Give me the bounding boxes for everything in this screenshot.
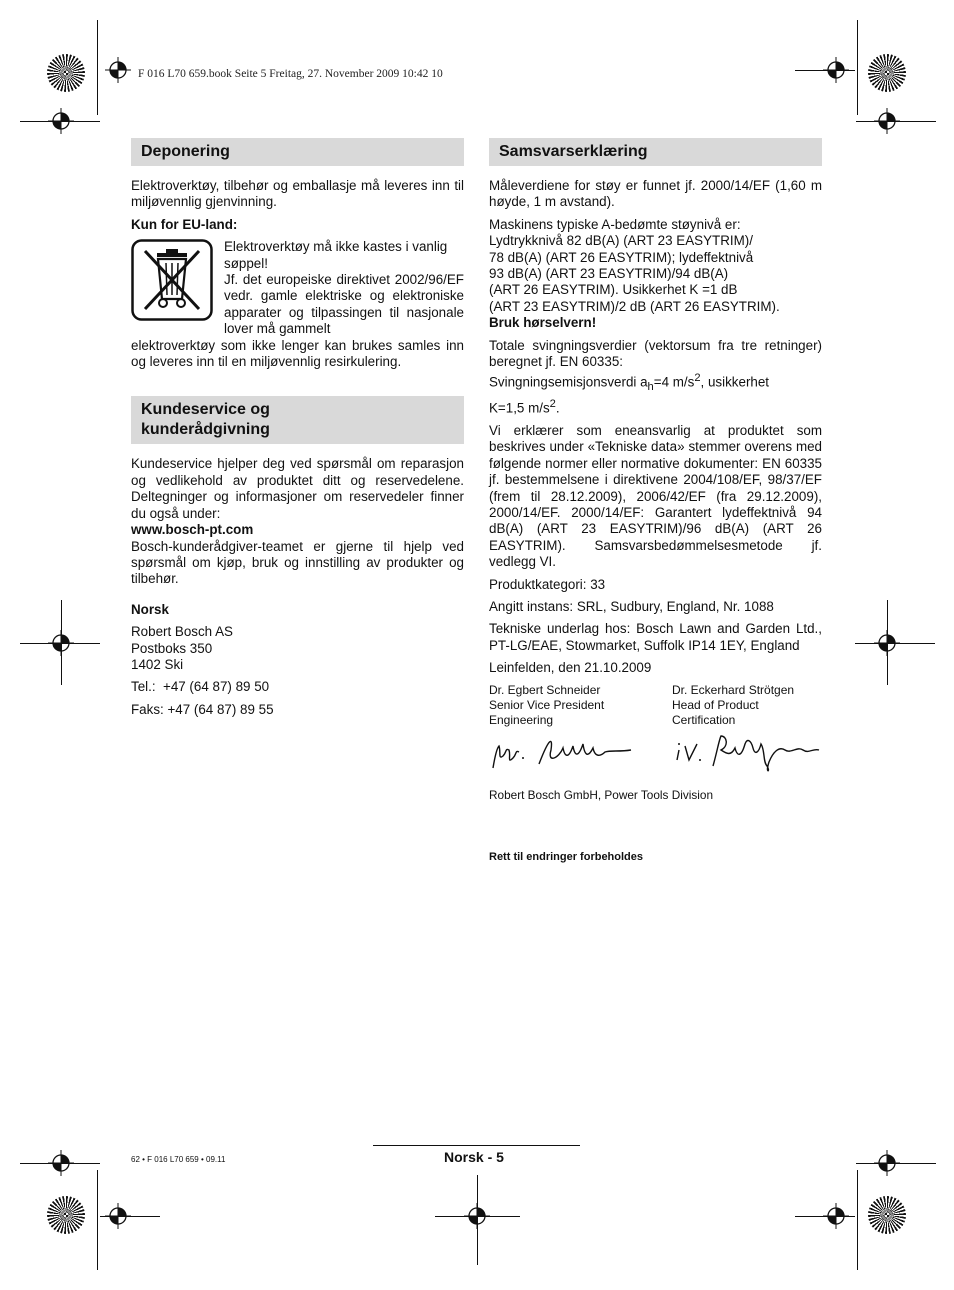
- section-title-deponering: Deponering: [131, 138, 464, 166]
- signatory-name: Dr. Egbert Schneider: [489, 682, 601, 697]
- eu-text-3: elektroverktøy som ikke lenger kan brukes samles inn og leveres inn til en miljøvennlig resirkulering.: [131, 337, 464, 370]
- address-line-3: 1402 Ski: [131, 656, 184, 672]
- vibration-block: [489, 338, 822, 417]
- telephone: Tel.: +47 (64 87) 89 50: [131, 679, 270, 695]
- kundeservice-paragraph-1: Kundeservice hjelper deg ved spørsmål om reparasjon og vedlikehold av produktet ditt og reservedelene. Deltegninger og informasjoner om reservedeler finner du også under:: [131, 456, 464, 521]
- signatory-1: [489, 683, 669, 728]
- subscript: h: [647, 381, 654, 394]
- footer-code: 62 • F 016 L70 659 • 09.11: [131, 1155, 226, 1164]
- place-date: Leinfelden, den 21.10.2009: [489, 660, 652, 676]
- signatories: [489, 683, 822, 728]
- signatory-title: Engineering: [489, 712, 554, 727]
- vibration-uncertainty: [489, 396, 822, 417]
- handwritten-signature-2: [673, 732, 823, 776]
- hearing-protection-warning: Bruk hørselvern!: [489, 315, 597, 331]
- page-number: Norsk - 5: [444, 1149, 504, 1165]
- kundeservice-paragraph-2: Bosch-kunderådgiver-teamet er gjerne til hjelp ved spørsmål om kjøp, bruk og innstilling av produkter og tilbehør.: [131, 538, 464, 587]
- eu-text-1: Elektroverktøy må ikke kastes i vanlig søppel!: [224, 239, 448, 271]
- book-header: F 016 L70 659.book Seite 5 Freitag, 27. November 2009 10:42 10: [138, 68, 443, 80]
- kundeservice-title-line2: kunderådgivning: [141, 421, 270, 439]
- crossed-bin-icon: [131, 239, 213, 321]
- bosch-url-link[interactable]: www.bosch-pt.com: [131, 522, 254, 538]
- signatory-name: Dr. Eckerhard Strötgen: [672, 682, 795, 697]
- deponering-paragraph: Elektroverktøy, tilbehør og emballasje må leveres inn til miljøvennlig gjenvinning.: [131, 178, 464, 210]
- noise-line: (ART 26 EASYTRIM). Usikkerhet K =1 dB: [489, 282, 738, 298]
- noise-measurement-paragraph: Måleverdiene for støy er funnet jf. 2000/14/EF (1,60 m høyde, 1 m avstand).: [489, 178, 822, 210]
- noise-line: Lydtrykknivå 82 dB(A) (ART 23 EASYTRIM)/: [489, 233, 753, 249]
- noise-line: 78 dB(A) (ART 26 EASYTRIM); lydeffektnivå: [489, 249, 754, 265]
- footer-rule: [373, 1145, 580, 1146]
- kundeservice-title-line1: Kundeservice og: [141, 401, 270, 419]
- crosshair-icon: [105, 57, 131, 83]
- company-name: Robert Bosch GmbH, Power Tools Division: [489, 787, 714, 802]
- eu-block: [131, 239, 464, 370]
- signatory-title: Senior Vice President: [489, 697, 605, 712]
- section-title-samsvar: Samsvarserklæring: [489, 138, 822, 166]
- signatory-title: Certification: [672, 712, 736, 727]
- vibration-text: =4 m/s: [653, 374, 695, 390]
- noise-line: (ART 23 EASYTRIM)/2 dB (ART 26 EASYTRIM).: [489, 298, 780, 314]
- vibration-value: [489, 370, 822, 396]
- section-title-kundeservice: [131, 396, 464, 444]
- fax: Faks: +47 (64 87) 89 55: [131, 701, 274, 717]
- country-heading: Norsk: [131, 601, 169, 617]
- product-category: Produktkategori: 33: [489, 576, 606, 592]
- superscript: 2: [549, 398, 556, 411]
- declaration-paragraph: Vi erklærer som eneansvarlig at produktet som beskrives under «Tekniske data» stemmer overens med følgende normer eller normative dokumenter: EN 60335 jf. bestemmelsene i direktivene 2004/108/EF, 98/37/EF (frem til 28.12.2009), 2006/42/EF (fra 29.12.2009), 2000/14/EF. 2000/14/EF: Garantert lydeffektnivå 94 dB(A) (ART 23 EASYTRIM)/96 dB(A) (ART 26 EASYTRIM). Samsvarsbedømmelsesmetode jf. vedlegg VI.: [489, 422, 822, 570]
- noise-levels-block: [489, 217, 822, 332]
- notified-body: Angitt instans: SRL, Sudbury, England, Nr. 1088: [489, 598, 774, 614]
- noise-line: 93 dB(A) (ART 23 EASYTRIM)/94 dB(A): [489, 266, 729, 282]
- reservation-notice: Rett til endringer forbeholdes: [489, 850, 644, 863]
- address-line-1: Robert Bosch AS: [131, 624, 233, 640]
- signatures: [489, 728, 822, 780]
- noise-line: Maskinens typiske A-bedømte støynivå er:: [489, 216, 741, 232]
- signatory-2: [672, 683, 852, 728]
- left-column: [131, 138, 464, 718]
- registration-burst-icon: [868, 54, 906, 92]
- registration-burst-icon: [47, 54, 85, 92]
- registration-burst-icon: [868, 1196, 906, 1234]
- vibration-text: K=1,5 m/s: [489, 400, 550, 416]
- handwritten-signature-1: [489, 734, 639, 776]
- vibration-text: .: [555, 400, 560, 416]
- address-line-2: Postboks 350: [131, 640, 213, 656]
- vibration-intro: Totale svingningsverdier (vektorsum fra tre retninger) beregnet jf. EN 60335:: [489, 337, 822, 370]
- vibration-text: Svingningsemisjonsverdi a: [489, 374, 648, 390]
- superscript: 2: [694, 372, 701, 385]
- eu-heading: Kun for EU-land:: [131, 216, 238, 232]
- vibration-text: , usikkerhet: [700, 374, 770, 390]
- signatory-title: Head of Product: [672, 697, 759, 712]
- registration-burst-icon: [47, 1196, 85, 1234]
- technical-file: Tekniske underlag hos: Bosch Lawn and Garden Ltd., PT-LG/EAE, Stowmarket, Suffolk IP14 1EY, England: [489, 621, 822, 653]
- eu-text-2: Jf. det europeiske direktivet 2002/96/EF vedr. gamle elektriske og elektroniske apparater og tilpassingen til nasjonale lover må gammelt: [224, 272, 464, 337]
- right-column: [489, 138, 822, 865]
